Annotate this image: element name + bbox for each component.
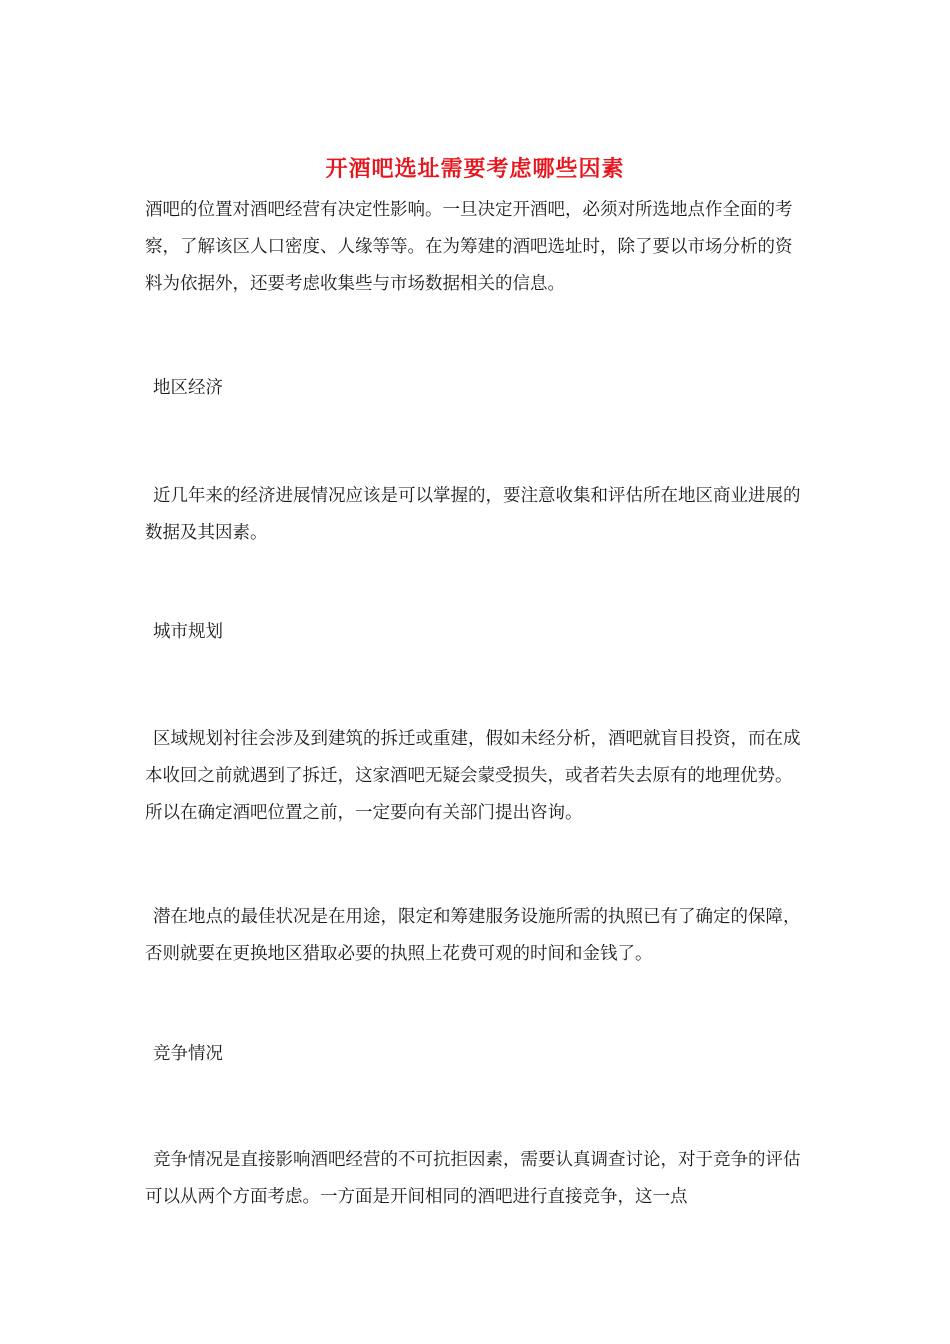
paragraph-competition: 竞争情况是直接影响酒吧经营的不可抗拒因素，需要认真调查讨论，对于竞争的评估可以从两个方面考虑。一方面是开间相同的酒吧进行直接竞争，这一点 — [145, 1150, 801, 1207]
document-title: 开酒吧选址需要考虑哪些因素 — [325, 156, 625, 182]
heading-competition: 竞争情况 — [153, 1044, 223, 1064]
heading-regional-economy: 地区经济 — [153, 378, 223, 398]
heading-urban-planning: 城市规划 — [153, 622, 223, 642]
paragraph-permits: 潜在地点的最佳状况是在用途，限定和筹建服务设施所需的执照已有了确定的保障，否则就要在更换地区猎取必要的执照上花费可观的时间和金钱了。 — [145, 907, 801, 964]
paragraph-urban-planning: 区域规划衬往会涉及到建筑的拆迁或重建，假如未经分析，酒吧就盲目投资，而在成本收回之前就遇到了拆迁，这家酒吧无疑会蒙受损失，或者若失去原有的地理优势。所以在确定酒吧位置之前，一定要向有关部门提出咨询。 — [145, 729, 801, 823]
paragraph-intro: 酒吧的位置对酒吧经营有决定性影响。一旦决定开酒吧，必须对所选地点作全面的考察，了解该区人口密度、人缘等等。在为筹建的酒吧选址时，除了要以市场分析的资料为依据外，还要考虑收集些与市场数据相关的信息。 — [145, 200, 793, 294]
paragraph-regional-economy: 近几年来的经济进展情况应该是可以掌握的，要注意收集和评估所在地区商业进展的数据及其因素。 — [145, 486, 801, 543]
